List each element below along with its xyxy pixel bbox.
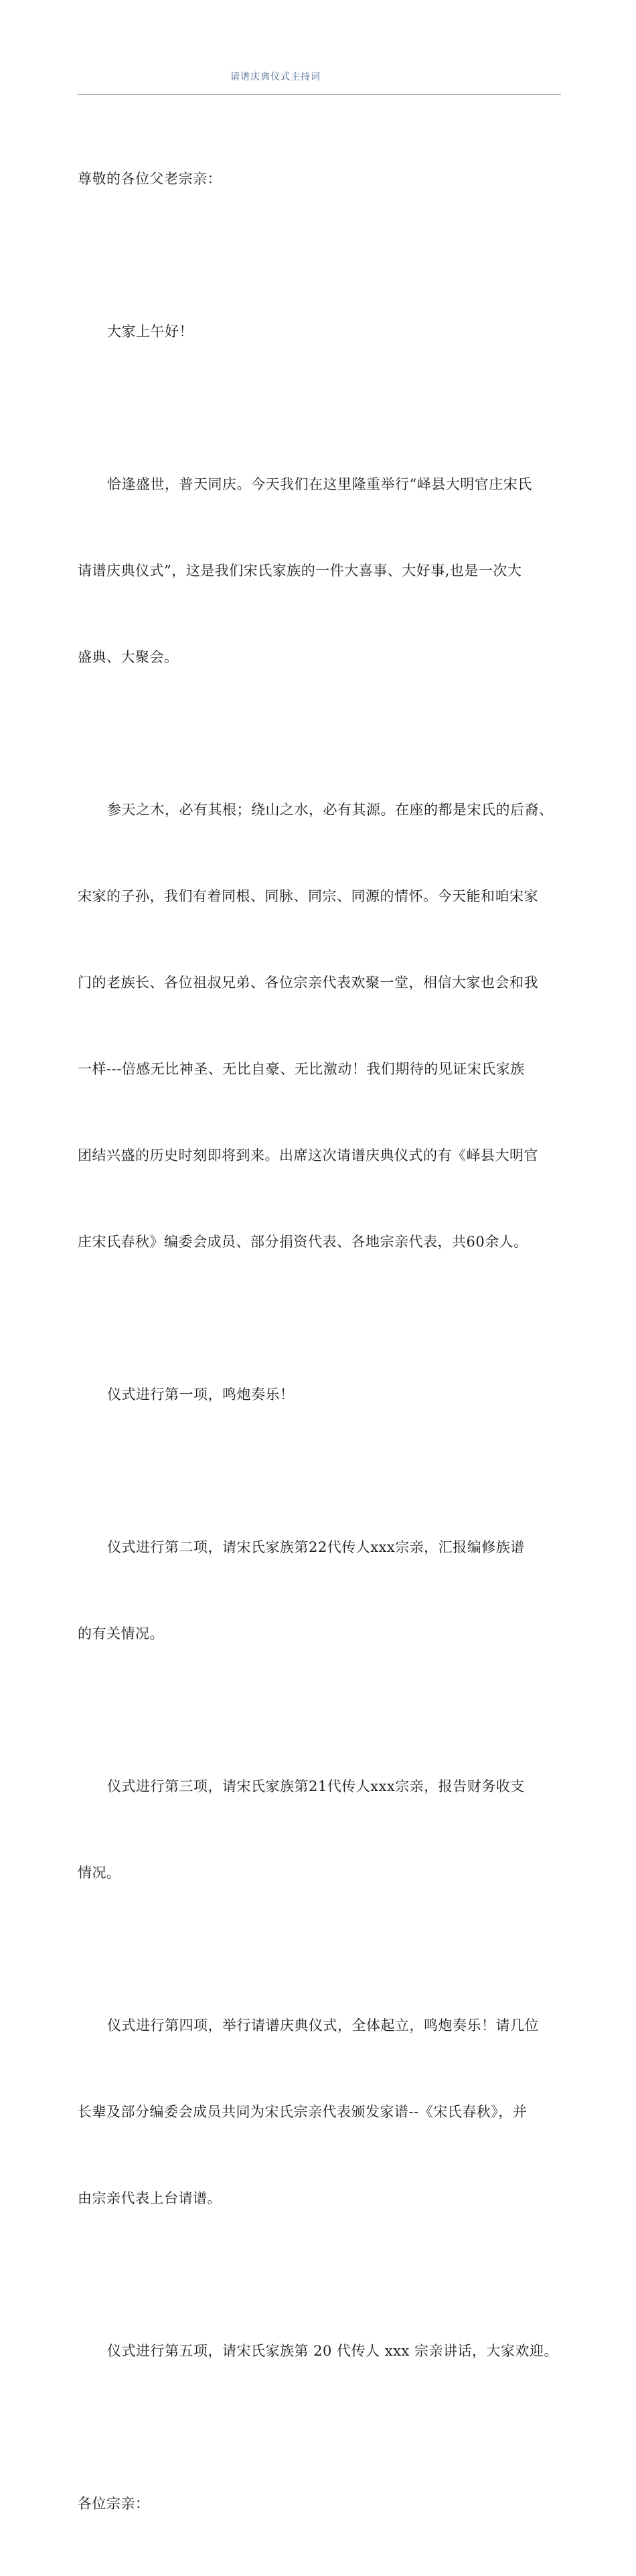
- text-line: 尊敬的各位父老宗亲：: [78, 171, 222, 187]
- text-line: 团结兴盛的历史时刻即将到来。出席这次请谱庆典仪式的有《峄县大明官: [78, 1147, 538, 1163]
- text-line: 仪式进行第五项，请宋氏家族第 20 代传人 xxx 宗亲讲话，大家欢迎。: [107, 2343, 558, 2359]
- text-line: 由宗亲代表上台请谱。: [78, 2190, 222, 2206]
- paragraph-opening: [78, 413, 566, 729]
- paragraph-item-3: [78, 1715, 566, 1945]
- paragraph-item-2: [78, 1476, 566, 1706]
- paragraph-item-4: [78, 1954, 566, 2271]
- header-divider: [78, 94, 561, 95]
- text-line: 一样---倍感无比神圣、无比自豪、无比激动！我们期待的见证宋氏家族: [78, 1061, 525, 1077]
- text-line: 长辈及部分编委会成员共同为宋氏宗亲代表颁发家谱--《宋氏春秋》，并: [78, 2104, 528, 2120]
- text-line: 宋家的子孙，我们有着同根、同脉、同宗、同源的情怀。今天能和咱宋家: [78, 888, 538, 904]
- text-line: 各位宗亲：: [78, 2496, 150, 2512]
- text-line: 参天之木，必有其根；绕山之水，必有其源。在座的都是宋氏的后裔、: [107, 802, 554, 818]
- text-line: 恰逢盛世，普天同庆。今天我们在这里隆重举行“峄县大明官庄宋氏: [107, 476, 532, 492]
- text-line: 请谱庆典仪式”，这是我们宋氏家族的一件大喜事、大好事,也是一次大: [78, 563, 522, 579]
- text-line: 门的老族长、各位祖叔兄弟、各位宗亲代表欢聚一堂，相信大家也会和我: [78, 975, 538, 991]
- paragraph-item-1: [78, 1323, 566, 1467]
- text-line: 庄宋氏春秋》编委会成员、部分捐资代表、各地宗亲代表，共60余人。: [78, 1234, 528, 1250]
- text-line: 仪式进行第四项，举行请谱庆典仪式，全体起立，鸣炮奏乐！请几位: [107, 2017, 539, 2033]
- text-line: 大家上午好！: [107, 324, 193, 340]
- text-line: 盛典、大聚会。: [78, 649, 179, 665]
- paragraph-roots: [78, 738, 566, 1314]
- paragraph-closing-salutation: [78, 2432, 566, 2576]
- text-line: 仪式进行第二项，请宋氏家族第22代传人xxx宗亲，汇报编修族谱: [107, 1539, 525, 1555]
- paragraph-salutation: [78, 107, 566, 251]
- paragraph-item-5: [78, 2279, 566, 2423]
- text-line: 情况。: [78, 1865, 121, 1881]
- page-header-title: 请谱庆典仪式主持词: [230, 72, 321, 82]
- text-line: 仪式进行第三项，请宋氏家族第21代传人xxx宗亲，报告财务收支: [107, 1778, 525, 1794]
- paragraph-greeting: [78, 260, 566, 404]
- text-line: 仪式进行第一项，鸣炮奏乐！: [107, 1386, 295, 1403]
- document-body: [78, 107, 566, 2576]
- text-line: 的有关情况。: [78, 1626, 164, 1642]
